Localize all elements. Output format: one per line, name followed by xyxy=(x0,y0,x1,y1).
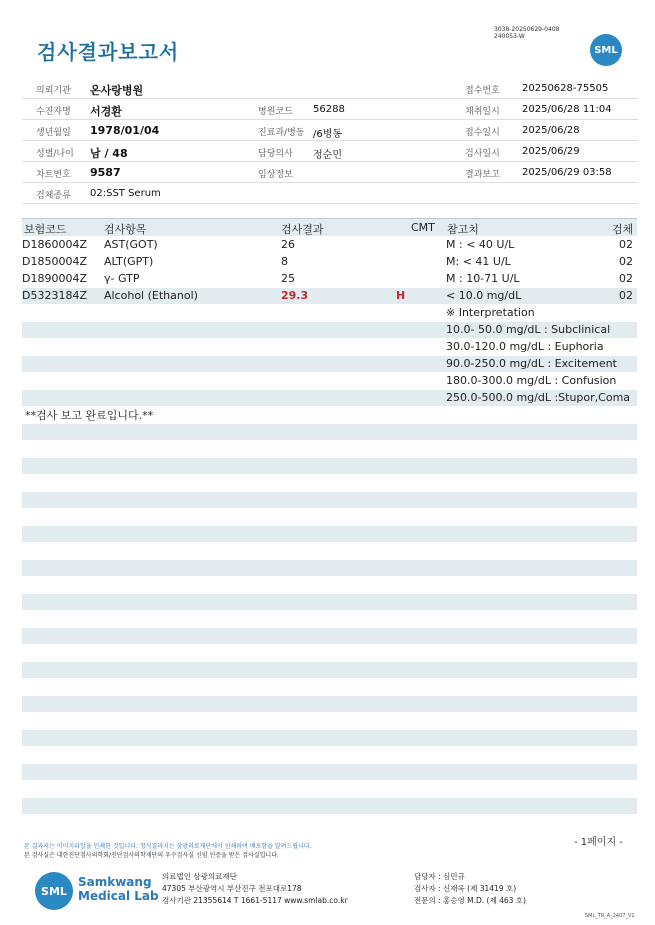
row-stripe xyxy=(22,628,637,644)
signatory-line: 검사자 : 신재옥 (제 31419 호) xyxy=(414,884,517,893)
receipt-date-value: 2025/06/28 xyxy=(522,125,580,136)
footer-signatories xyxy=(414,871,526,907)
row-specimen: 02 xyxy=(619,272,633,285)
document-id-line-1: 3038-20250629-0408 xyxy=(494,26,560,33)
interpretation-line: 250.0-500.0 mg/dL :Stupor,Coma xyxy=(446,391,631,404)
row-result: 8 xyxy=(281,255,288,268)
interpretation-heading: ※ Interpretation xyxy=(446,306,535,319)
address-line: 47305 부산광역시 부산진구 전포대로178 xyxy=(162,884,302,893)
header-result: 검사결과 xyxy=(281,223,324,236)
specimen-value: 02:SST Serum xyxy=(90,188,161,199)
receipt-date-label: 접수일시 xyxy=(465,128,500,138)
info-row-chart xyxy=(22,162,638,183)
row-stripe xyxy=(22,696,637,712)
signatory-line: 전문의 : 홍승영 M.D. (제 463 호) xyxy=(414,896,526,905)
form-code: SML_TR_A_2407_V1 xyxy=(585,913,635,919)
sex-age-value: 남 / 48 xyxy=(90,147,128,160)
accreditation-notice: 본 검사실은 대한진단검사의학회/진단검사의학재단의 우수검사실 신임 인증을 받은 검사실입니다. xyxy=(24,852,279,859)
row-stripe xyxy=(22,764,637,780)
row-ref: M : < 40 U/L xyxy=(446,238,515,251)
interpretation-line: 30.0-120.0 mg/dL : Euphoria xyxy=(446,340,604,353)
client-value: 온사랑병원 xyxy=(90,84,144,97)
chart-label: 차트번호 xyxy=(36,170,71,180)
header-specimen: 검체 xyxy=(612,223,634,236)
info-row-client xyxy=(22,78,638,99)
report-label: 결과보고 xyxy=(465,170,500,180)
row-specimen: 02 xyxy=(619,238,633,251)
row-ref: M : 10-71 U/L xyxy=(446,272,520,285)
footer-address xyxy=(162,871,348,907)
row-result-high: 29.3 xyxy=(281,289,309,302)
row-stripe xyxy=(22,492,637,508)
table-row xyxy=(22,254,655,271)
report-title: 검사결과보고서 xyxy=(37,40,180,64)
row-result: 26 xyxy=(281,238,295,251)
row-stripe xyxy=(22,798,637,814)
collect-label: 채취일시 xyxy=(465,107,500,117)
interpretation-line: 90.0-250.0 mg/dL : Excitement xyxy=(446,357,617,370)
row-item: AST(GOT) xyxy=(104,238,158,251)
row-code: D1890004Z xyxy=(22,272,87,285)
doctor-value: 정순민 xyxy=(313,150,342,161)
document-id-line-2: 240053-W xyxy=(494,33,525,40)
address-line: 의료법인 삼광의료재단 xyxy=(162,872,237,881)
row-item: ALT(GPT) xyxy=(104,255,154,268)
row-specimen: 02 xyxy=(619,289,633,302)
page-number: - 1페이지 - xyxy=(574,837,623,848)
row-stripe xyxy=(22,560,637,576)
client-label: 의뢰기관 xyxy=(36,86,71,96)
table-row xyxy=(22,237,655,254)
brand-line-2: Medical Lab xyxy=(78,889,159,903)
receipt-value: 20250628-75505 xyxy=(522,83,609,94)
receipt-label: 접수번호 xyxy=(465,86,500,96)
row-stripe xyxy=(22,424,637,440)
sml-logo-icon: SML xyxy=(590,34,622,66)
dob-label: 생년월일 xyxy=(36,128,71,138)
dob-value: 1978/01/04 xyxy=(90,124,160,137)
row-item: γ- GTP xyxy=(104,272,140,285)
row-stripe xyxy=(22,594,637,610)
row-ref: < 10.0 mg/dL xyxy=(446,289,522,302)
sex-age-label: 성별/나이 xyxy=(36,149,74,159)
clinical-label: 임상정보 xyxy=(258,170,293,180)
table-row xyxy=(22,288,655,305)
hospital-code-label: 병원코드 xyxy=(258,107,293,117)
row-stripe xyxy=(22,662,637,678)
row-stripe xyxy=(22,730,637,746)
row-item: Alcohol (Ethanol) xyxy=(104,289,198,302)
row-flag-high: H xyxy=(396,289,406,302)
patient-info-block xyxy=(22,78,638,204)
info-row-patient xyxy=(22,99,638,120)
brand-line-1: Samkwang xyxy=(78,875,152,889)
patient-value: 서경환 xyxy=(90,105,122,118)
chart-value: 9587 xyxy=(90,166,121,179)
row-stripe xyxy=(22,526,637,542)
report-complete-note: **검사 보고 완료입니다.** xyxy=(25,409,154,422)
hospital-code-value: 56288 xyxy=(313,104,345,115)
header-cmt: CMT xyxy=(411,221,435,234)
document-id xyxy=(494,26,559,40)
sml-footer-logo-icon: SML xyxy=(35,872,73,910)
info-row-dob xyxy=(22,120,638,141)
info-row-specimen xyxy=(22,183,638,204)
row-ref: M: < 41 U/L xyxy=(446,255,511,268)
collect-value: 2025/06/28 11:04 xyxy=(522,104,612,115)
header-code: 보험코드 xyxy=(24,223,67,236)
specimen-label: 검체종류 xyxy=(36,191,71,201)
row-specimen: 02 xyxy=(619,255,633,268)
interpretation-line: 180.0-300.0 mg/dL : Confusion xyxy=(446,374,617,387)
doctor-label: 담당의사 xyxy=(258,149,293,159)
results-table-header xyxy=(22,218,637,236)
table-row xyxy=(22,271,655,288)
header-item: 검사항목 xyxy=(104,223,147,236)
brand-name xyxy=(78,875,159,903)
patient-label: 수진자명 xyxy=(36,107,71,117)
signatory-line: 담당자 : 심민규 xyxy=(414,872,465,881)
report-value: 2025/06/29 03:58 xyxy=(522,167,612,178)
address-line: 검사기관 21355614 T 1661-5117 www.smlab.co.kr xyxy=(162,896,348,905)
row-code: D1860004Z xyxy=(22,238,87,251)
row-code: D1850004Z xyxy=(22,255,87,268)
row-stripe xyxy=(22,458,637,474)
header-ref: 참고치 xyxy=(447,223,479,236)
test-date-value: 2025/06/29 xyxy=(522,146,580,157)
dept-label: 진료과/병동 xyxy=(258,128,305,138)
interpretation-line: 10.0- 50.0 mg/dL : Subclinical xyxy=(446,323,611,336)
test-date-label: 검사일시 xyxy=(465,149,500,159)
dept-value: /6병동 xyxy=(313,129,343,140)
image-print-notice: 본 결과지는 이미지파일을 인쇄한 것입니다. 정식결과지는 삼광의료재단에서 인쇄하여 배포함을 알려드립니다. xyxy=(24,843,312,850)
info-row-sex-age xyxy=(22,141,638,162)
row-code: D5323184Z xyxy=(22,289,87,302)
row-result: 25 xyxy=(281,272,295,285)
